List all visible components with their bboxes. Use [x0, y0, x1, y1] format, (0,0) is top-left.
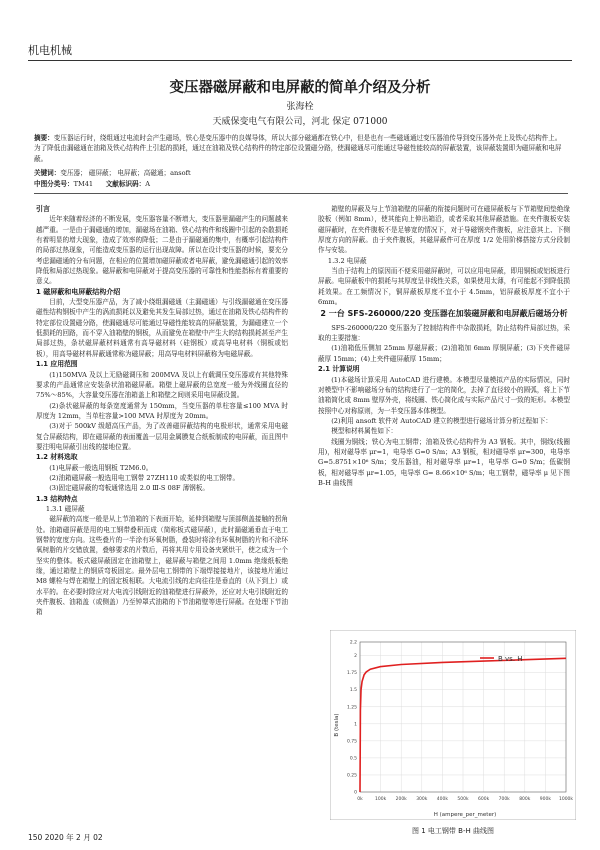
- clc-label: 中图分类号：: [34, 180, 74, 188]
- bh-curve-figure: [330, 630, 576, 820]
- doc-code-value: A: [145, 180, 151, 188]
- author: 张海栓: [286, 102, 314, 112]
- paragraph: 线圈为铜线；铁心为电工钢带；油箱及铁心结构件为 A3 钢板。其中，铜线(线圈用)，相对磁导率 μr=1，电导率 G=0 S/m；A3 钢板，相对磁导率 μr=300，电导率 G=5.8751×10⁶ S/m；变压器油，相对磁导率 μr=1，电导率 G=0 S/m；低碳钢板，相对磁导率 μr=1.05，电导率 G= 8.66×10⁶ S/m；电工钢带，磁导率 μ 见下图 B-H 曲线图: [318, 437, 570, 487]
- classification-line: [34, 179, 568, 189]
- clc-value: TM41: [73, 180, 94, 188]
- keywords: [34, 168, 568, 178]
- paragraph: 当由于结构上的原因而不便采用磁屏蔽时，可以应用电屏蔽，即用铜板或铝板进行屏蔽。电屏蔽板中的损耗与其厚度呈非线性关系，如果使用太薄，有可能起不到降低损耗效果。在工频情况下，铜屏蔽板厚度不宜小于 4.5mm，铝屏蔽板厚度不宜小于 6mm。: [318, 267, 570, 307]
- paragraph: 近年来随着经济的不断发展，变压器容量不断增大，变压器里漏磁产生的问题越来越严重。一是由于漏磁通的增加，漏磁场在油箱、铁心结构件和线圈中引起的杂散损耗有着明显的增大现象，造成了效率的降低；二是由于漏磁通的集中，有概率引起结构件的局部过热现象，可能造成变压器的运行出现故障。所以在设计变压器的时候，要充分考虑漏磁通的分布问题，在相应的位置增加磁屏蔽或者电屏蔽，避免漏磁通引起的效率降低和局部过热现象。磁屏蔽和电屏蔽对于提高变压器的可靠性和性能指标有着重要的意义。: [36, 215, 288, 286]
- x-tick-label: 600k: [477, 797, 490, 802]
- paragraph: SFS-260000/220 变压器为了控制结构件中杂散损耗，防止结构件局部过热，采取的主要措施：: [318, 323, 570, 343]
- paragraph: 目前，大型变压器产品，为了减小绕组漏磁通（主漏磁通）与引线漏磁通在变压器磁性结构钢板中产生的涡流损耗以及避免其发生局部过热，通过在油箱及铁心结构件的特定部位设置磁分路，使漏磁通尽可能通过导磁性能较高的屏蔽装置，为漏磁建立一个低损耗的回路，而不穿入油箱壁的钢板，从而避免在箱壁中产生大的结构损耗甚至产生局部过热，条状磁屏蔽材料通常有高导磁材料（硅钢板）或高导电材料（铜板或铝板），用高导磁材料屏蔽通常称为磁屏蔽；用高导电材料屏蔽称为电磁屏蔽。: [36, 298, 288, 358]
- heading-section-1: 1 磁屏蔽和电屏蔽结构介绍: [36, 287, 121, 296]
- paragraph: 箱壁的屏蔽及与上节油箱壁的屏蔽的衔接问题时可在磁屏蔽板与下节箱壁间垫绝缘胶板（例如 8mm），使其能向上伸出箱沿，或者采取其他屏蔽措施。在夹件腹板安装磁屏蔽时，在夹件腹板不是足够宽的情况下，对于导磁钢夹件腹板，应注意其上、下侧厚度方向的屏蔽。由于夹件腹板，其磁屏蔽件可在厚度 1/2 处用阶梯搭接方式分段制作与安装。: [318, 205, 570, 255]
- x-tick-label: 1000k: [558, 797, 574, 802]
- x-tick-label: 700k: [498, 797, 510, 802]
- right-column: [318, 204, 570, 488]
- paragraph: (3)固定磁屏蔽的弯板通常选用 2.0 Ⅲ-S 08F 薄钢板。: [49, 484, 209, 493]
- meta-divider: [34, 193, 568, 194]
- header-divider: [28, 60, 572, 61]
- bh-curve-chart: [330, 630, 576, 820]
- paragraph: 模型和材料属性如下：: [331, 427, 398, 436]
- abstract-text: 变压器运行时，绕组通过电流时会产生磁场，铁心是变压器中的良媒导体，所以大部分磁通都在铁心中，但是也有一些磁通通过变压器油传导到变压器外壳上及铁心结构件上。为了降低由漏磁通在油箱及铁心结构件上引起的损耗，通过在油箱及铁心结构件的特定部位设置磁分路，使漏磁通尽可能通过导磁性能较高的屏蔽装置，该屏蔽装置即为磁屏蔽和电屏蔽。: [34, 134, 562, 163]
- keywords-label: 关键词：: [34, 169, 61, 177]
- x-tick-label: 100k: [374, 797, 387, 802]
- paragraph: (2)利用 ansoft 软件对 AutoCAD 建立的模型进行磁场计算分析过程如下：: [331, 416, 552, 425]
- paper-title: 变压器磁屏蔽和电屏蔽的简单介绍及分析: [169, 80, 431, 96]
- paragraph: (1)150MVA 及以上无励磁调压和 200MVA 及以上有载调压变压器或有其他特殊要求的产品通常应安装条状油箱磁屏蔽。箱壁上磁屏蔽的总宽度一般为外线圈直径的 75%～85%，大容量变压器在油箱盖上和箱壁之间则采用电屏蔽设置。: [36, 370, 288, 400]
- heading-section-2: 2 一台 SFS-260000/220 变压器在加装磁屏蔽和电屏蔽后磁场分析: [320, 309, 568, 319]
- heading-1-3-1: 1.3.1 磁屏蔽: [45, 504, 85, 513]
- x-tick-label: 500k: [457, 797, 469, 802]
- paragraph: (2)条状磁屏蔽的每条宽度通常为 150mm，当变压器的单柱容量≤100 MVA 时厚度为 12mm，当单柱容量>100 MVA 时厚度为 20mm。: [36, 401, 288, 420]
- x-tick-label: 800k: [519, 797, 531, 802]
- x-tick-label: 0k: [357, 797, 363, 802]
- y-tick-label: 0: [354, 790, 357, 796]
- abstract: [34, 133, 568, 164]
- paragraph: 磁屏蔽的高度一般是从上节油箱的下表面开始，延伸到箱壁与顶部侧盖接触的拐角处。油箱磁屏蔽是用的电工钢带叠积而成（简称板式磁屏蔽），此时漏磁通垂直于电工钢带的宽度方向。这些叠片的一半涂有环氧树脂，叠装时将涂有环氧树脂的片和不涂环氧树脂的片交错放置，叠够要求的片数后，再将其用专用设备夹紧烘干，使之成为一个坚实的整体。板式磁屏蔽固定在油箱壁上，磁屏蔽与箱壁之间用 1.0mm 绝缘纸板绝缘，通过箱壁上的钢质弯板固定。最外层电工钢带的下端焊接接地片，该接地片通过 M8 螺栓与焊在箱壁上的固定板相联。大电流引线的走向往往是垂直的（从下到上）或水平的。在必要时除应对大电流引线附近的油箱壁进行屏蔽外，还应对大电引线附近的夹件腹板、油箱盖（或侧盖）乃至钟罩式油箱的下节油箱壁等进行屏蔽。在处理下节油箱: [36, 515, 288, 617]
- keywords-text: 变压器； 磁屏蔽； 电屏蔽；高磁通；ansoft: [60, 169, 191, 177]
- paragraph: (3)对于 500kV 级超高压产品，为了改善磁屏蔽结构的电极形状，通常采用电磁复合屏蔽结构，即在磁屏蔽的表面覆盖一层用金属膜复合纸板制成的电屏蔽，而且图中要注明电屏蔽引出线的接地位置。: [36, 422, 288, 451]
- x-axis-label: H (ampere_per_meter): [433, 812, 497, 818]
- figure-caption: 图 1 电工钢带 B-H 曲线图: [412, 827, 494, 835]
- paragraph: (2)油箱磁屏蔽一般选用电工钢带 27ZH110 或类似的电工钢带。: [49, 473, 240, 482]
- paragraph: (1)本磁场计算采用 AutoCAD 进行建模。本模型尽量模拟产品的实际情况，同时对模型中不影响磁场分布的结构进行了一定的简化，去掉了直径较小的圆弧，将上下节油箱简化成 8mm 壁厚外壳，将线圈、铁心简化成与实际产品尺寸一致的矩形。本模型按照中心对称原则，为一半变压器本体模型。: [318, 375, 570, 415]
- x-tick-label: 900k: [539, 797, 552, 802]
- x-tick-label: 400k: [436, 797, 449, 802]
- page-footer: 150 2020 年 2 月 02: [28, 833, 103, 842]
- legend-label: B vs. H: [498, 655, 523, 663]
- y-tick-label: 1.25: [346, 705, 357, 711]
- doc-code-label: 文献标识码：: [105, 180, 146, 188]
- heading-1-3-2: 1.3.2 电屏蔽: [327, 256, 367, 265]
- y-tick-label: 1.75: [346, 671, 357, 677]
- y-tick-label: 0.75: [346, 739, 357, 745]
- abstract-label: 摘要：: [34, 134, 54, 142]
- y-tick-label: 1.5: [349, 688, 357, 694]
- y-axis-label: B (tesla): [334, 713, 340, 737]
- y-tick-label: 2.2: [349, 640, 357, 646]
- paragraph: (1)电屏蔽一般选用钢板 T2M6.0。: [49, 463, 153, 472]
- paragraph: (1)油箱低压侧加 25mm 厚磁屏蔽；(2)油箱加 6mm 厚铜屏蔽；(3)下夹件磁屏蔽厚 15mm；(4)上夹件磁屏蔽厚 15mm；: [318, 344, 570, 363]
- y-tick-label: 0.5: [349, 756, 357, 762]
- left-column: [36, 204, 288, 618]
- y-tick-label: 0.25: [346, 773, 357, 779]
- journal-section-header: 机电机械: [28, 44, 72, 57]
- heading-1-3: 1.3 结构特点: [36, 494, 78, 503]
- affiliation: 天威保变电气有限公司，河北 保定 071000: [212, 117, 388, 127]
- heading-1-2: 1.2 材料选取: [36, 453, 78, 462]
- heading-2-1: 2.1 计算说明: [318, 365, 360, 374]
- heading-1-1: 1.1 应用范围: [36, 360, 78, 369]
- x-tick-label: 200k: [395, 797, 407, 802]
- y-tick-label: 2: [354, 654, 357, 660]
- heading-intro: 引言: [36, 205, 50, 213]
- x-tick-label: 300k: [416, 797, 428, 802]
- y-tick-label: 1: [354, 722, 357, 728]
